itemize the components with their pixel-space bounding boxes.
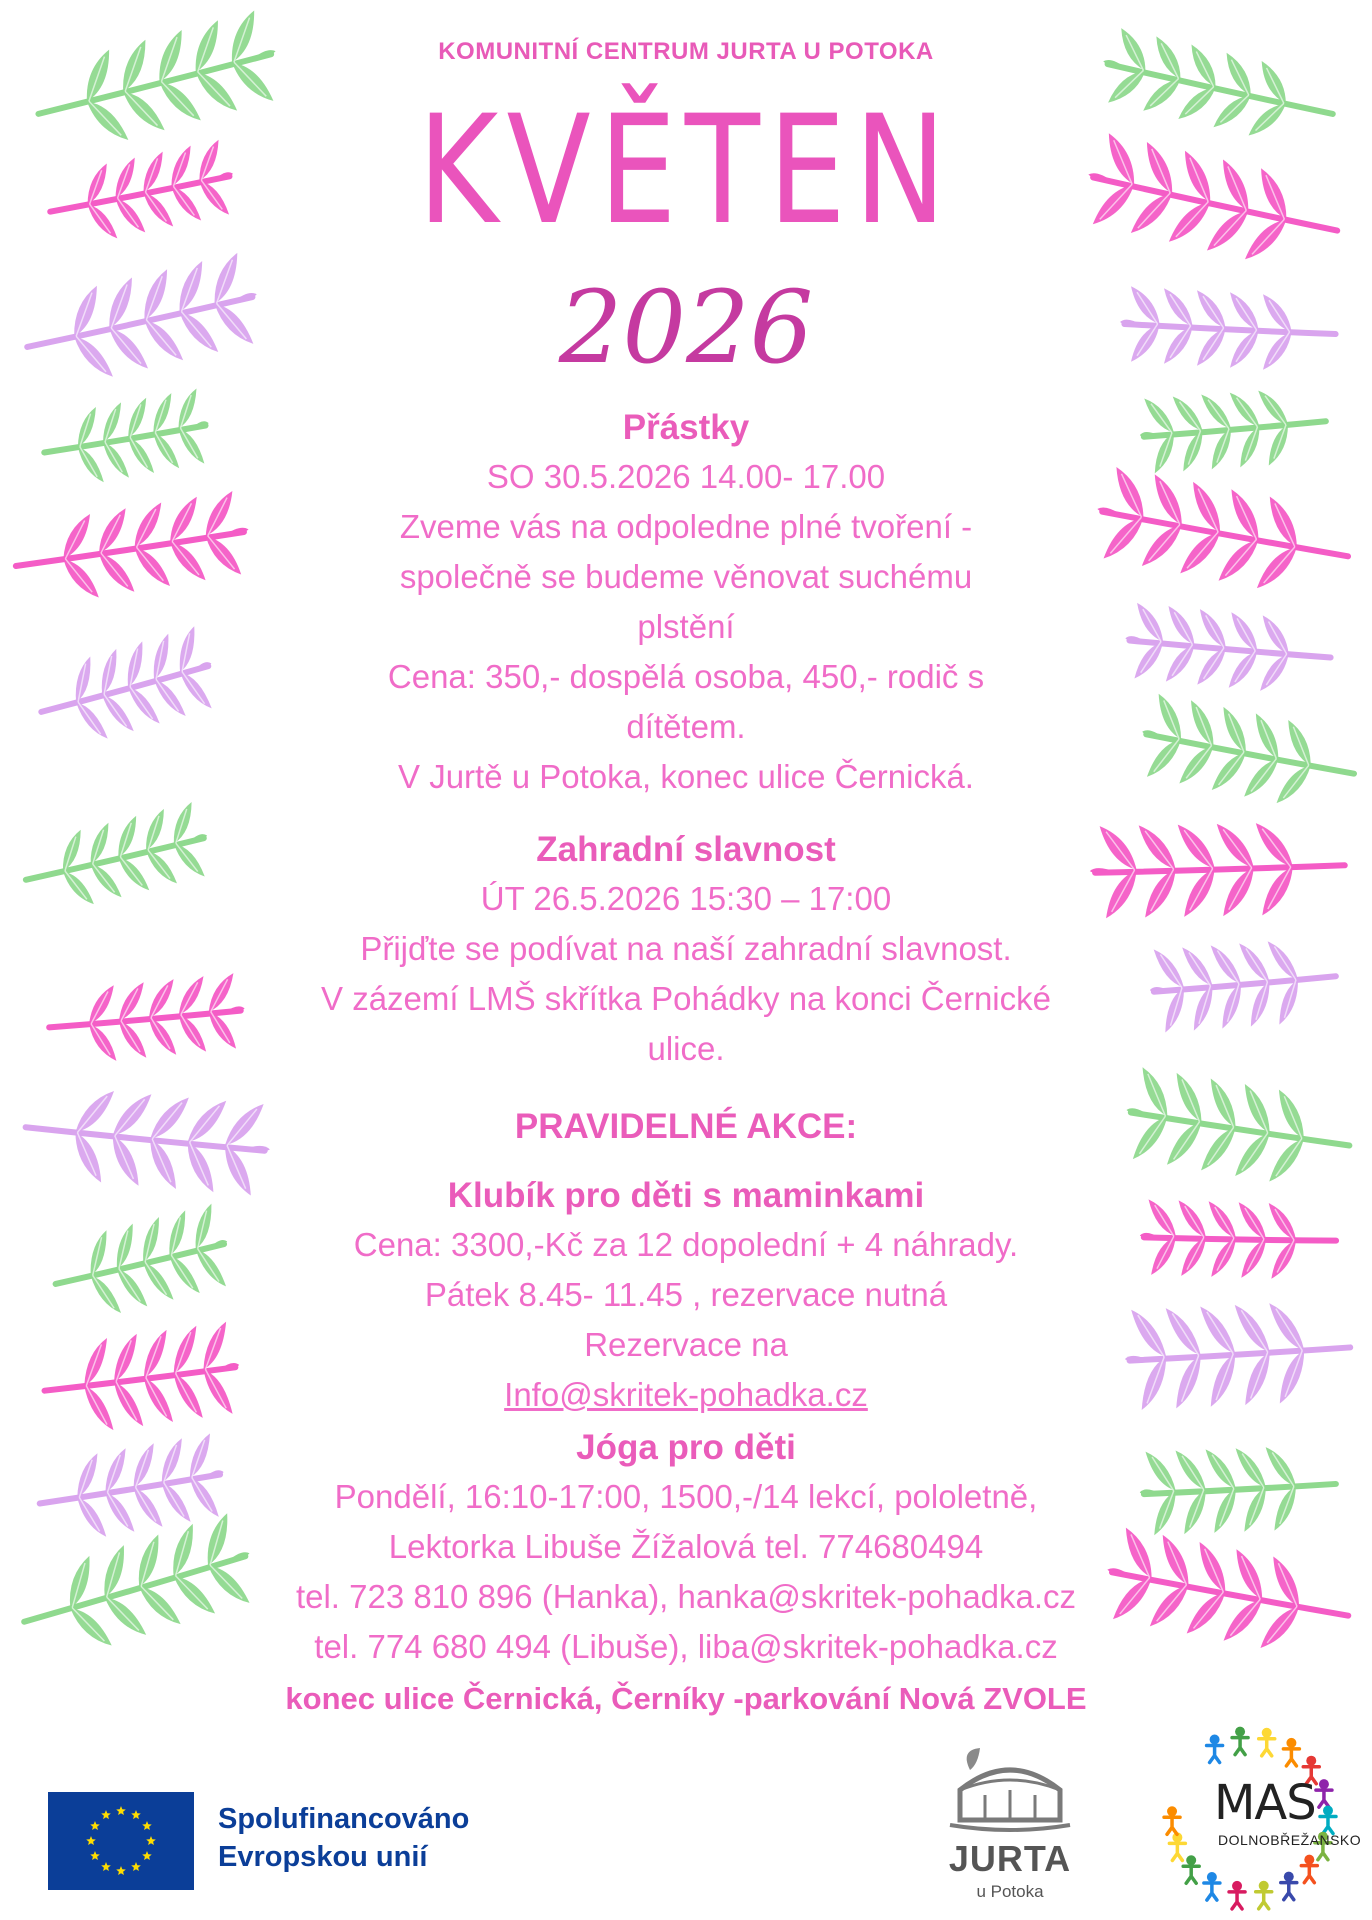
person-figure-icon — [1169, 1832, 1185, 1860]
person-figure-icon — [1259, 1728, 1275, 1756]
eu-star-icon — [101, 1862, 111, 1871]
leaf-sprig-icon — [14, 799, 217, 921]
leaf-sprig-icon — [1119, 1283, 1360, 1426]
eu-star-icon — [131, 1810, 141, 1819]
eu-star-icon — [86, 1836, 96, 1845]
yoga-schedule: Pondělí, 16:10-17:00, 1500,-/14 lekcí, pololetně, — [334, 1478, 1038, 1515]
event-zahradni-slavnost — [230, 826, 1142, 1074]
eu-star-icon — [116, 1806, 126, 1815]
leaf-sprig-icon — [5, 488, 254, 613]
event-price: dítětem. — [626, 708, 746, 745]
eu-flag-icon — [48, 1792, 194, 1890]
leaf-sprig-icon — [1123, 601, 1336, 698]
event-description: plstění — [637, 608, 735, 645]
regular-events — [230, 1102, 1142, 1672]
leaf-sprig-icon — [1134, 690, 1366, 820]
leaf-sprig-icon — [36, 1318, 243, 1442]
yoga-title: Jóga pro děti — [576, 1428, 796, 1467]
event-price: Cena: 350,- dospělá osoba, 450,- rodič s — [387, 658, 985, 695]
event-title: Zahradní slavnost — [536, 830, 836, 869]
person-figure-icon — [1316, 1779, 1332, 1807]
person-figure-icon — [1283, 1738, 1299, 1766]
leaf-sprig-icon — [36, 386, 214, 493]
mas-logo-name: MAS — [1214, 1775, 1316, 1831]
leaf-sprig-icon — [43, 972, 246, 1069]
person-figure-icon — [1320, 1806, 1336, 1834]
person-figure-icon — [1232, 1727, 1248, 1755]
event-location: V zázemí LMŠ skřítka Pohádky na konci Černické — [321, 980, 1051, 1017]
eu-line-2: Evropskou unií — [218, 1841, 428, 1873]
event-date: SO 30.5.2026 14.00- 17.00 — [486, 458, 886, 495]
leaf-sprig-icon — [1120, 1063, 1360, 1196]
event-title: Přástky — [622, 408, 750, 447]
jurta-logo-name: JURTA — [948, 1838, 1072, 1879]
event-date: ÚT 26.5.2026 15:30 – 17:00 — [480, 880, 892, 917]
yoga-lecturer: Lektorka Libuše Žížalová tel. 774680494 — [388, 1528, 984, 1565]
address-line: konec ulice Černická, Černíky -parkování Nová ZVOLE — [285, 1681, 1087, 1716]
event-description: Zveme vás na odpoledne plné tvoření - — [399, 508, 973, 545]
eu-star-icon — [90, 1821, 100, 1830]
organization-name: KOMUNITNÍ CENTRUM JURTA U POTOKA — [438, 38, 934, 65]
regular-heading: PRAVIDELNÉ AKCE: — [514, 1107, 858, 1146]
person-figure-icon — [1229, 1881, 1245, 1909]
contact-line: tel. 774 680 494 (Libuše), liba@skritek-pohadka.cz — [314, 1628, 1058, 1665]
eu-star-icon — [90, 1851, 100, 1860]
person-figure-icon — [1281, 1872, 1297, 1900]
month-title: KVĚTEN — [417, 84, 955, 258]
eu-star-icon — [142, 1821, 152, 1830]
person-figure-icon — [1301, 1855, 1317, 1883]
person-figure-icon — [1164, 1806, 1180, 1834]
leaf-sprig-icon — [1144, 922, 1346, 1047]
club-reservation: Rezervace na — [584, 1326, 788, 1363]
eu-star-icon — [116, 1866, 126, 1875]
event-location: V Jurtě u Potoka, konec ulice Černická. — [398, 758, 974, 795]
eu-star-icon — [131, 1862, 141, 1871]
club-email — [230, 1370, 1142, 1420]
leaf-sprig-icon — [1120, 285, 1340, 375]
email-link[interactable]: Info@skritek-pohadka.cz — [504, 1376, 868, 1413]
club-time: Pátek 8.45- 11.45 , rezervace nutná — [424, 1276, 948, 1313]
event-location: ulice. — [647, 1030, 725, 1067]
leaf-sprig-icon — [1138, 1192, 1341, 1289]
event-description: Přijďte se podívat na naší zahradní slavnost. — [360, 930, 1012, 967]
club-title: Klubík pro děti s maminkami — [447, 1176, 925, 1215]
event-prastky — [230, 404, 1142, 802]
leaf-sprig-icon — [21, 5, 288, 165]
eu-line-1: Spolufinancováno — [218, 1803, 470, 1835]
leaf-sprig-icon — [43, 1200, 238, 1330]
eu-star-icon — [142, 1851, 152, 1860]
person-figure-icon — [1256, 1881, 1272, 1909]
person-figure-icon — [1207, 1735, 1223, 1763]
person-figure-icon — [1183, 1855, 1199, 1883]
year-title: 2026 — [558, 269, 814, 386]
mas-logo-sub: DOLNOBŘEŽANSKO — [1218, 1832, 1362, 1848]
leaf-sprig-icon — [27, 622, 224, 757]
contact-line: tel. 723 810 896 (Hanka), hanka@skritek-pohadka.cz — [295, 1578, 1077, 1615]
eu-cofunding-text — [218, 1800, 469, 1876]
jurta-logo-sub: u Potoka — [976, 1882, 1044, 1901]
person-figure-icon — [1204, 1872, 1220, 1900]
club-price: Cena: 3300,-Kč za 12 dopolední + 4 náhrady. — [353, 1226, 1019, 1263]
event-description: společně se budeme věnovat suchému — [399, 558, 973, 595]
eu-star-icon — [101, 1810, 111, 1819]
eu-star-icon — [146, 1836, 156, 1845]
